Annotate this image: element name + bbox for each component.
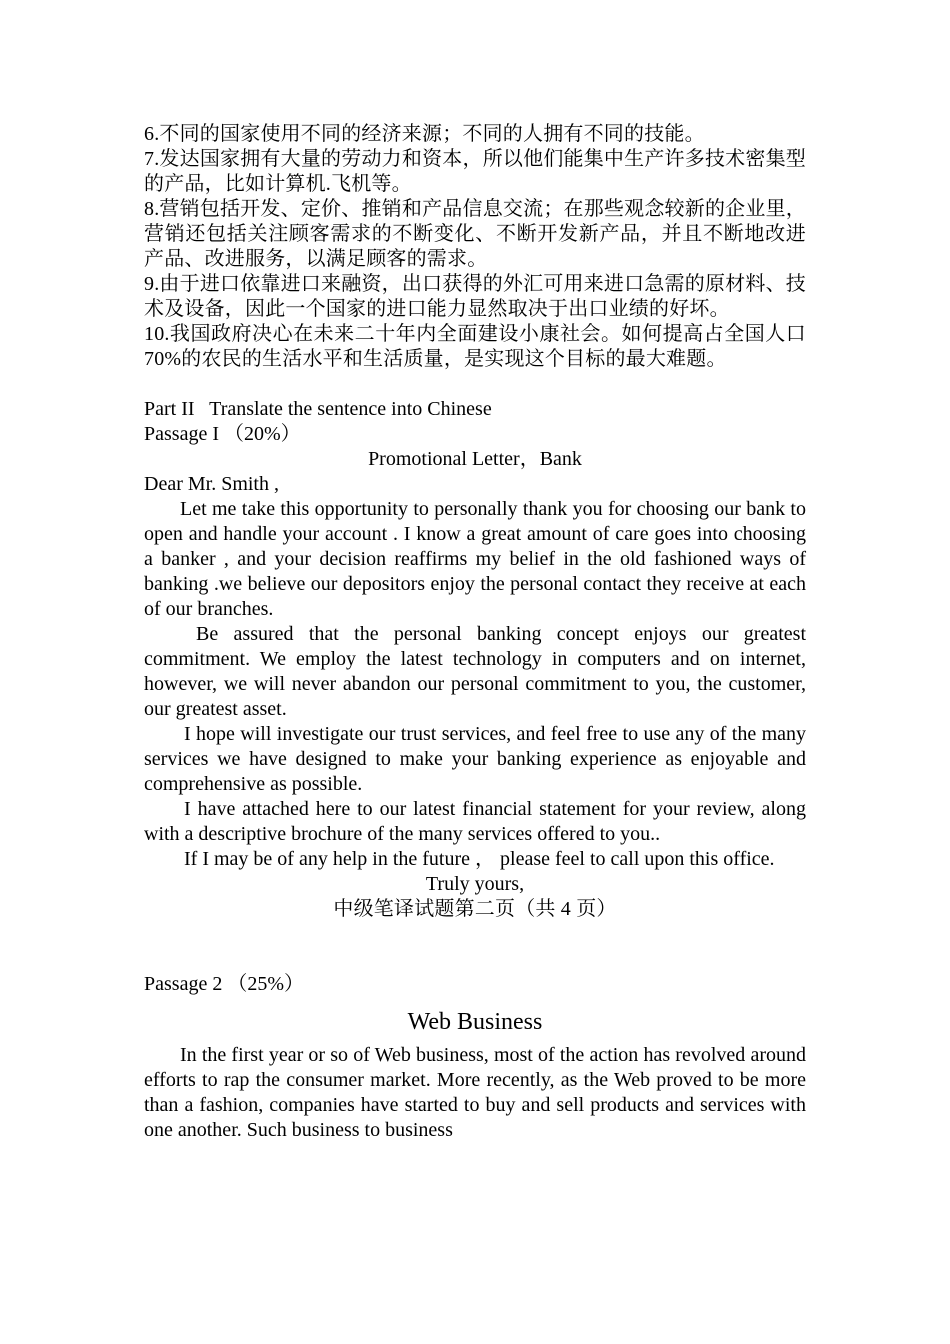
letter-paragraph-4: I have attached here to our latest financial statement for your review, along with a descriptive brochure of the many services offered to you.. — [144, 798, 806, 845]
spacer — [144, 922, 806, 972]
passage2-paragraph: In the first year or so of Web business, most of the action has revolved around efforts to rap the consumer market. More recently, as the Web proved to be more than a fashion, companies have started to buy and sell products and services with one another. Such business to business — [144, 1044, 806, 1141]
passage2-label: Passage 2 （25%） — [144, 973, 304, 995]
passage1-label: Passage I （20%） — [144, 423, 301, 445]
letter-closing: Truly yours, — [425, 873, 525, 895]
letter-paragraph-1: Let me take this opportunity to personally thank you for choosing our bank to open and handle your account . I know a great amount of care goes into choosing a banker , and your decision reaffirms my belief in the old fashioned ways of banking .we believe our depositors enjoy the personal contact they receive at each of our branches. — [144, 498, 806, 620]
part2-title: Part II Translate the sentence into Chinese — [144, 398, 492, 420]
letter-paragraph-5: If I may be of any help in the future ， please feel to call upon this office. — [184, 848, 775, 870]
part1-item-10: 10.我国政府决心在未来二十年内全面建设小康社会。如何提高占全国人口70%的农民的生活水平和生活质量，是实现这个目标的最大难题。 — [144, 323, 806, 370]
letter-paragraph-2: Be assured that the personal banking concept enjoys our greatest commitment. We employ the latest technology in computers and on internet, however, we will never abandon our personal commitment to you, the customer, our greatest asset. — [144, 623, 806, 720]
letter-salutation: Dear Mr. Smith , — [144, 473, 279, 495]
letter-title: Promotional Letter，Bank — [368, 448, 582, 470]
part1-item-8: 8.营销包括开发、定价、推销和产品信息交流；在那些观念较新的企业里，营销还包括关注顾客需求的不断变化、不断开发新产品，并且不断地改进产品、改进服务，以满足顾客的需求。 — [144, 198, 806, 270]
part1-item-7: 7.发达国家拥有大量的劳动力和资本，所以他们能集中生产许多技术密集型的产品，比如计算机.飞机等。 — [144, 148, 806, 195]
passage2-title: Web Business — [407, 1009, 543, 1035]
part1-item-6: 6.不同的国家使用不同的经济来源；不同的人拥有不同的技能。 — [144, 123, 705, 145]
spacer — [144, 372, 806, 397]
letter-paragraph-3: I hope will investigate our trust services, and feel free to use any of the many services we have designed to make your banking experience as enjoyable and comprehensive as possible. — [144, 723, 806, 795]
page-footer: 中级笔译试题第二页（共 4 页） — [333, 898, 617, 920]
part1-item-9: 9.由于进口依靠进口来融资，出口获得的外汇可用来进口急需的原材料、技术及设备，因此一个国家的进口能力显然取决于出口业绩的好坏。 — [144, 273, 806, 320]
document-page — [144, 122, 806, 1143]
